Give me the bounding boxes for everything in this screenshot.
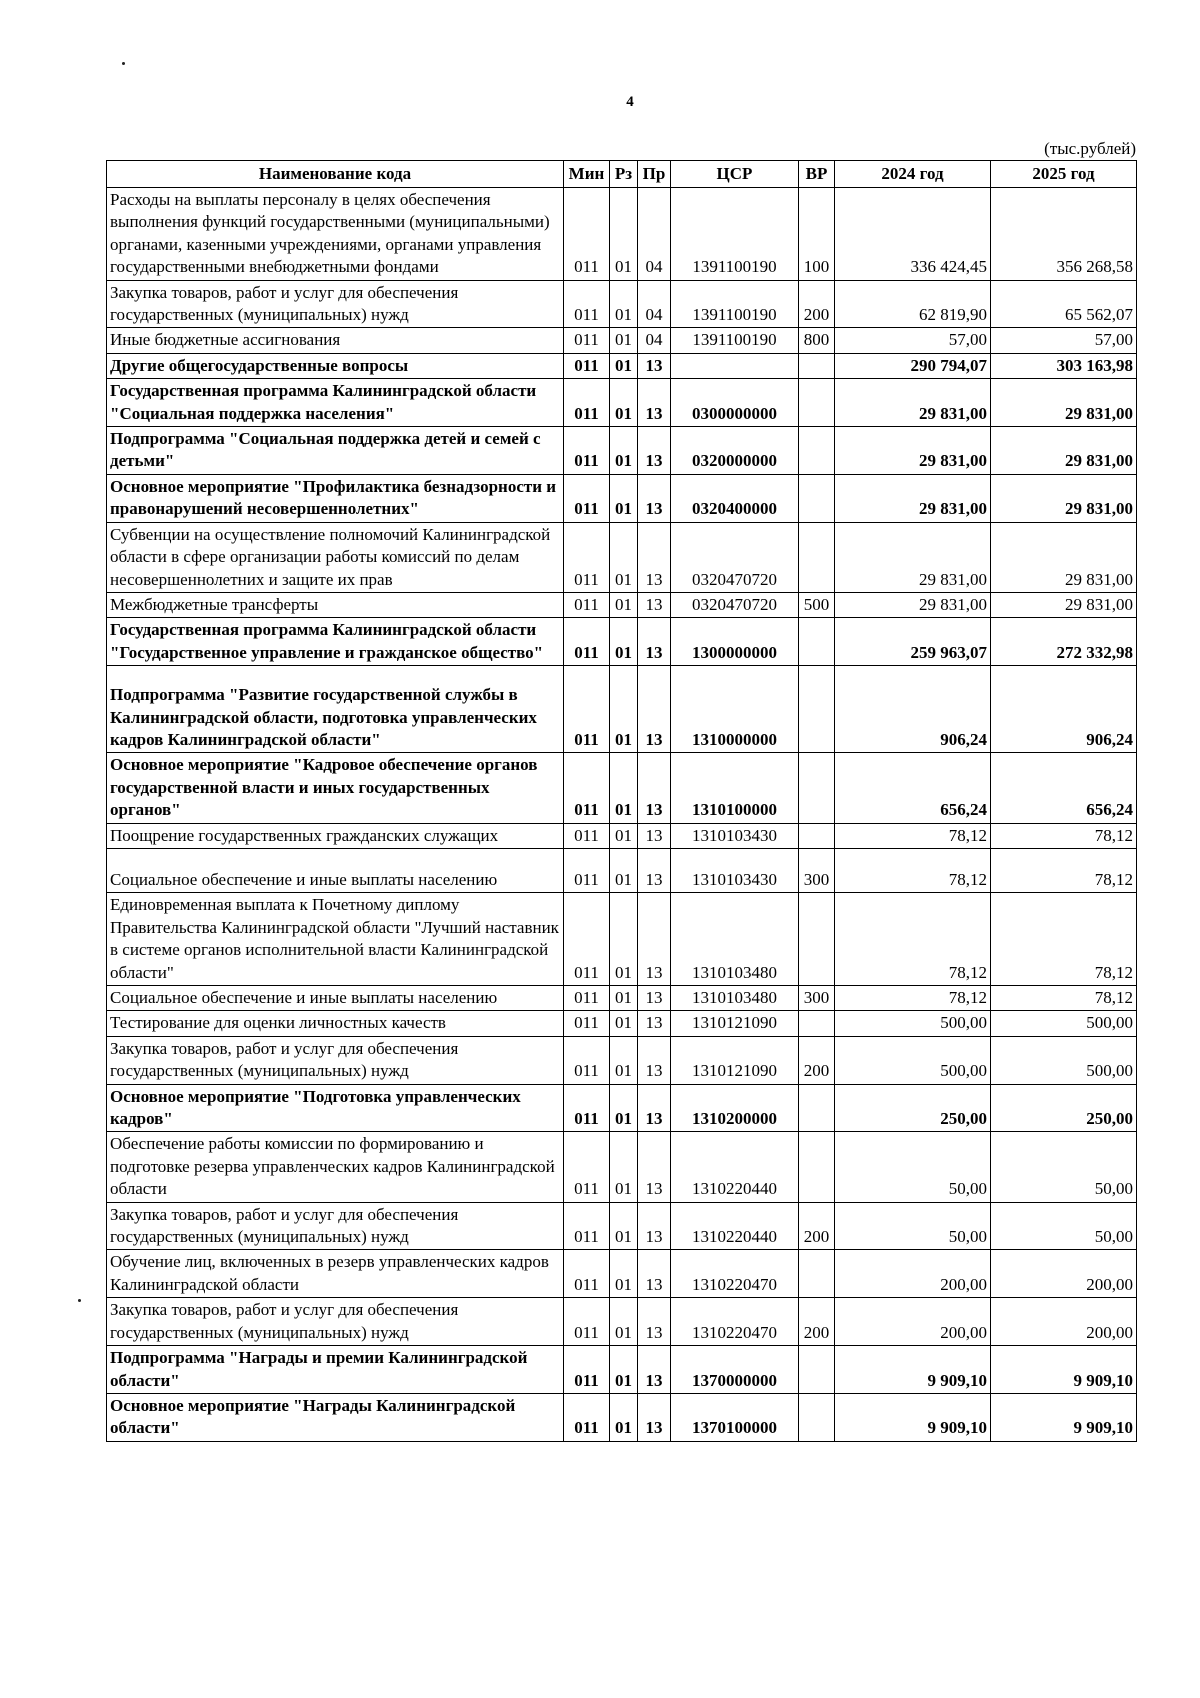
row-2025: 9 909,10 [991, 1393, 1137, 1441]
table-row [107, 1202, 1137, 1250]
row-2025: 200,00 [991, 1298, 1137, 1346]
row-rz: 01 [610, 188, 638, 281]
row-vr [799, 427, 835, 475]
row-2025: 29 831,00 [991, 474, 1137, 522]
budget-table [106, 160, 1137, 1442]
row-pr: 13 [638, 522, 671, 592]
row-rz: 01 [610, 753, 638, 823]
table-row [107, 522, 1137, 592]
table-row [107, 986, 1137, 1011]
row-csr: 1370100000 [671, 1393, 799, 1441]
row-rz: 01 [610, 474, 638, 522]
row-min: 011 [564, 1346, 610, 1394]
row-2025: 500,00 [991, 1036, 1137, 1084]
row-csr: 1310220440 [671, 1202, 799, 1250]
row-name: Государственная программа Калининградской области "Государственное управление и гражданское общество" [107, 618, 564, 666]
row-2024: 78,12 [835, 823, 991, 848]
row-rz: 01 [610, 328, 638, 353]
row-pr: 13 [638, 986, 671, 1011]
row-2025: 250,00 [991, 1084, 1137, 1132]
row-pr: 13 [638, 893, 671, 986]
header-2025: 2025 год [991, 161, 1137, 188]
row-vr [799, 474, 835, 522]
row-2025: 200,00 [991, 1250, 1137, 1298]
row-vr: 200 [799, 1202, 835, 1250]
row-pr: 13 [638, 1298, 671, 1346]
row-vr [799, 893, 835, 986]
row-pr: 13 [638, 353, 671, 378]
row-vr: 500 [799, 592, 835, 617]
header-pr: Пр [638, 161, 671, 188]
table-row [107, 753, 1137, 823]
row-name: Закупка товаров, работ и услуг для обеспечения государственных (муниципальных) нужд [107, 1298, 564, 1346]
row-rz: 01 [610, 1036, 638, 1084]
row-2024: 656,24 [835, 753, 991, 823]
row-min: 011 [564, 848, 610, 892]
row-name: Основное мероприятие "Награды Калининградской области" [107, 1393, 564, 1441]
page-number: 4 [626, 94, 634, 110]
row-2025: 656,24 [991, 753, 1137, 823]
row-rz: 01 [610, 1011, 638, 1036]
row-min: 011 [564, 753, 610, 823]
row-vr [799, 823, 835, 848]
row-csr: 1310100000 [671, 753, 799, 823]
row-2024: 78,12 [835, 893, 991, 986]
header-2024: 2024 год [835, 161, 991, 188]
row-min: 011 [564, 666, 610, 753]
row-name: Государственная программа Калининградской области "Социальная поддержка населения" [107, 379, 564, 427]
row-2024: 78,12 [835, 986, 991, 1011]
table-row [107, 666, 1137, 753]
row-csr: 1310220470 [671, 1298, 799, 1346]
row-2024: 200,00 [835, 1250, 991, 1298]
row-min: 011 [564, 1393, 610, 1441]
row-2025: 78,12 [991, 848, 1137, 892]
row-2025: 29 831,00 [991, 379, 1137, 427]
row-min: 011 [564, 353, 610, 378]
row-rz: 01 [610, 1202, 638, 1250]
row-name: Социальное обеспечение и иные выплаты населению [107, 986, 564, 1011]
row-min: 011 [564, 592, 610, 617]
row-pr: 13 [638, 753, 671, 823]
row-min: 011 [564, 1132, 610, 1202]
row-rz: 01 [610, 592, 638, 617]
row-2025: 272 332,98 [991, 618, 1137, 666]
row-pr: 04 [638, 188, 671, 281]
header-min: Мин [564, 161, 610, 188]
row-2024: 29 831,00 [835, 592, 991, 617]
table-row [107, 474, 1137, 522]
row-vr [799, 753, 835, 823]
row-rz: 01 [610, 1250, 638, 1298]
row-2025: 29 831,00 [991, 427, 1137, 475]
row-name: Закупка товаров, работ и услуг для обеспечения государственных (муниципальных) нужд [107, 280, 564, 328]
table-row [107, 379, 1137, 427]
row-csr: 1310103480 [671, 986, 799, 1011]
row-rz: 01 [610, 1132, 638, 1202]
row-2024: 9 909,10 [835, 1346, 991, 1394]
row-rz: 01 [610, 618, 638, 666]
row-pr: 13 [638, 1036, 671, 1084]
row-min: 011 [564, 986, 610, 1011]
row-pr: 04 [638, 280, 671, 328]
row-2024: 29 831,00 [835, 427, 991, 475]
row-rz: 01 [610, 1393, 638, 1441]
row-vr [799, 666, 835, 753]
row-2024: 50,00 [835, 1202, 991, 1250]
table-row [107, 1036, 1137, 1084]
scan-speck [78, 1299, 81, 1302]
row-min: 011 [564, 1036, 610, 1084]
row-pr: 13 [638, 1250, 671, 1298]
row-vr [799, 1132, 835, 1202]
row-2024: 200,00 [835, 1298, 991, 1346]
row-vr: 300 [799, 986, 835, 1011]
row-vr: 200 [799, 280, 835, 328]
row-min: 011 [564, 280, 610, 328]
row-2024: 906,24 [835, 666, 991, 753]
row-name: Тестирование для оценки личностных качеств [107, 1011, 564, 1036]
row-min: 011 [564, 1084, 610, 1132]
row-csr: 1310220470 [671, 1250, 799, 1298]
row-vr: 200 [799, 1298, 835, 1346]
row-name: Подпрограмма "Развитие государственной службы в Калининградской области, подготовка управленческих кадров Калининградской области" [107, 666, 564, 753]
row-vr [799, 1393, 835, 1441]
row-name: Субвенции на осуществление полномочий Калининградской области в сфере организации работы комиссий по делам несовершеннолетних и защите их прав [107, 522, 564, 592]
table-row [107, 618, 1137, 666]
row-name: Другие общегосударственные вопросы [107, 353, 564, 378]
row-2025: 57,00 [991, 328, 1137, 353]
row-rz: 01 [610, 848, 638, 892]
row-pr: 13 [638, 823, 671, 848]
row-rz: 01 [610, 823, 638, 848]
row-csr: 0300000000 [671, 379, 799, 427]
row-2025: 303 163,98 [991, 353, 1137, 378]
row-rz: 01 [610, 666, 638, 753]
row-2024: 9 909,10 [835, 1393, 991, 1441]
row-csr: 1310121090 [671, 1011, 799, 1036]
table-row [107, 280, 1137, 328]
row-name: Закупка товаров, работ и услуг для обеспечения государственных (муниципальных) нужд [107, 1036, 564, 1084]
row-csr: 1391100190 [671, 328, 799, 353]
row-pr: 13 [638, 1084, 671, 1132]
row-name: Обеспечение работы комиссии по формированию и подготовке резерва управленческих кадров Калининградской области [107, 1132, 564, 1202]
row-pr: 13 [638, 1132, 671, 1202]
row-csr: 1391100190 [671, 280, 799, 328]
row-name: Основное мероприятие "Подготовка управленческих кадров" [107, 1084, 564, 1132]
row-min: 011 [564, 1011, 610, 1036]
row-vr: 800 [799, 328, 835, 353]
row-vr [799, 1346, 835, 1394]
row-rz: 01 [610, 986, 638, 1011]
table-row [107, 1011, 1137, 1036]
row-csr: 1310103430 [671, 848, 799, 892]
row-csr: 0320470720 [671, 592, 799, 617]
row-csr: 0320000000 [671, 427, 799, 475]
row-2025: 356 268,58 [991, 188, 1137, 281]
row-2025: 78,12 [991, 986, 1137, 1011]
row-min: 011 [564, 618, 610, 666]
row-rz: 01 [610, 353, 638, 378]
row-csr: 1310121090 [671, 1036, 799, 1084]
row-pr: 13 [638, 474, 671, 522]
row-vr [799, 522, 835, 592]
row-csr: 1310220440 [671, 1132, 799, 1202]
row-csr: 1300000000 [671, 618, 799, 666]
row-vr [799, 1250, 835, 1298]
row-name: Социальное обеспечение и иные выплаты населению [107, 848, 564, 892]
table-row [107, 1393, 1137, 1441]
row-min: 011 [564, 328, 610, 353]
row-name: Основное мероприятие "Кадровое обеспечение органов государственной власти и иных государственных органов" [107, 753, 564, 823]
row-min: 011 [564, 188, 610, 281]
header-csr: ЦСР [671, 161, 799, 188]
row-pr: 13 [638, 1011, 671, 1036]
table-row [107, 1084, 1137, 1132]
table-row [107, 823, 1137, 848]
row-2025: 65 562,07 [991, 280, 1137, 328]
table-row [107, 848, 1137, 892]
row-2025: 78,12 [991, 893, 1137, 986]
row-min: 011 [564, 474, 610, 522]
row-name: Расходы на выплаты персоналу в целях обеспечения выполнения функций государственными (муниципальными) органами, казенными учреждениями, органами управления государственными внебюджетными фондами [107, 188, 564, 281]
table-row [107, 427, 1137, 475]
row-2025: 78,12 [991, 823, 1137, 848]
row-2025: 29 831,00 [991, 592, 1137, 617]
row-rz: 01 [610, 427, 638, 475]
row-csr: 1391100190 [671, 188, 799, 281]
row-vr [799, 1084, 835, 1132]
row-2024: 500,00 [835, 1036, 991, 1084]
table-row [107, 1132, 1137, 1202]
row-pr: 04 [638, 328, 671, 353]
row-csr: 1370000000 [671, 1346, 799, 1394]
row-rz: 01 [610, 1346, 638, 1394]
row-pr: 13 [638, 848, 671, 892]
table-row [107, 1298, 1137, 1346]
row-rz: 01 [610, 1298, 638, 1346]
table-row [107, 353, 1137, 378]
row-pr: 13 [638, 427, 671, 475]
row-2024: 78,12 [835, 848, 991, 892]
row-name: Обучение лиц, включенных в резерв управленческих кадров Калининградской области [107, 1250, 564, 1298]
row-vr [799, 1011, 835, 1036]
table-row [107, 328, 1137, 353]
row-name: Межбюджетные трансферты [107, 592, 564, 617]
row-rz: 01 [610, 893, 638, 986]
row-2024: 29 831,00 [835, 379, 991, 427]
row-csr: 1310200000 [671, 1084, 799, 1132]
header-rz: Рз [610, 161, 638, 188]
row-rz: 01 [610, 280, 638, 328]
row-name: Иные бюджетные ассигнования [107, 328, 564, 353]
scan-speck [122, 62, 125, 65]
table-body [107, 188, 1137, 1442]
row-pr: 13 [638, 1346, 671, 1394]
row-vr [799, 379, 835, 427]
row-rz: 01 [610, 1084, 638, 1132]
row-vr: 100 [799, 188, 835, 281]
row-2024: 290 794,07 [835, 353, 991, 378]
row-min: 011 [564, 893, 610, 986]
row-min: 011 [564, 379, 610, 427]
row-2024: 62 819,90 [835, 280, 991, 328]
table-row [107, 893, 1137, 986]
row-pr: 13 [638, 666, 671, 753]
row-min: 011 [564, 427, 610, 475]
row-2025: 50,00 [991, 1132, 1137, 1202]
row-min: 011 [564, 522, 610, 592]
row-pr: 13 [638, 379, 671, 427]
row-csr: 0320400000 [671, 474, 799, 522]
table-row [107, 592, 1137, 617]
row-vr: 300 [799, 848, 835, 892]
row-rz: 01 [610, 379, 638, 427]
row-vr: 200 [799, 1036, 835, 1084]
row-rz: 01 [610, 522, 638, 592]
row-name: Поощрение государственных гражданских служащих [107, 823, 564, 848]
row-2024: 29 831,00 [835, 522, 991, 592]
row-name: Основное мероприятие "Профилактика безнадзорности и правонарушений несовершеннолетних" [107, 474, 564, 522]
row-2025: 50,00 [991, 1202, 1137, 1250]
row-pr: 13 [638, 592, 671, 617]
header-name: Наименование кода [107, 161, 564, 188]
row-2025: 500,00 [991, 1011, 1137, 1036]
row-2024: 57,00 [835, 328, 991, 353]
row-csr: 1310000000 [671, 666, 799, 753]
row-min: 011 [564, 1250, 610, 1298]
row-min: 011 [564, 1202, 610, 1250]
row-2024: 336 424,45 [835, 188, 991, 281]
row-2024: 50,00 [835, 1132, 991, 1202]
units-label: (тыс.рублей) [1044, 139, 1136, 158]
row-pr: 13 [638, 1393, 671, 1441]
row-name: Подпрограмма "Социальная поддержка детей и семей с детьми" [107, 427, 564, 475]
row-2025: 29 831,00 [991, 522, 1137, 592]
row-csr: 1310103430 [671, 823, 799, 848]
row-2024: 29 831,00 [835, 474, 991, 522]
row-2025: 9 909,10 [991, 1346, 1137, 1394]
row-2024: 259 963,07 [835, 618, 991, 666]
row-csr: 1310103480 [671, 893, 799, 986]
row-min: 011 [564, 823, 610, 848]
row-min: 011 [564, 1298, 610, 1346]
row-vr [799, 353, 835, 378]
row-name: Единовременная выплата к Почетному диплому Правительства Калининградской области "Лучший наставник в системе органов исполнительной власти Калининградской области" [107, 893, 564, 986]
row-2024: 250,00 [835, 1084, 991, 1132]
header-vr: ВР [799, 161, 835, 188]
row-pr: 13 [638, 618, 671, 666]
row-2025: 906,24 [991, 666, 1137, 753]
row-csr [671, 353, 799, 378]
table-row [107, 1346, 1137, 1394]
table-header [107, 161, 1137, 188]
row-csr: 0320470720 [671, 522, 799, 592]
row-name: Подпрограмма "Награды и премии Калининградской области" [107, 1346, 564, 1394]
row-name: Закупка товаров, работ и услуг для обеспечения государственных (муниципальных) нужд [107, 1202, 564, 1250]
table-row [107, 1250, 1137, 1298]
row-pr: 13 [638, 1202, 671, 1250]
row-2024: 500,00 [835, 1011, 991, 1036]
table-row [107, 188, 1137, 281]
row-vr [799, 618, 835, 666]
